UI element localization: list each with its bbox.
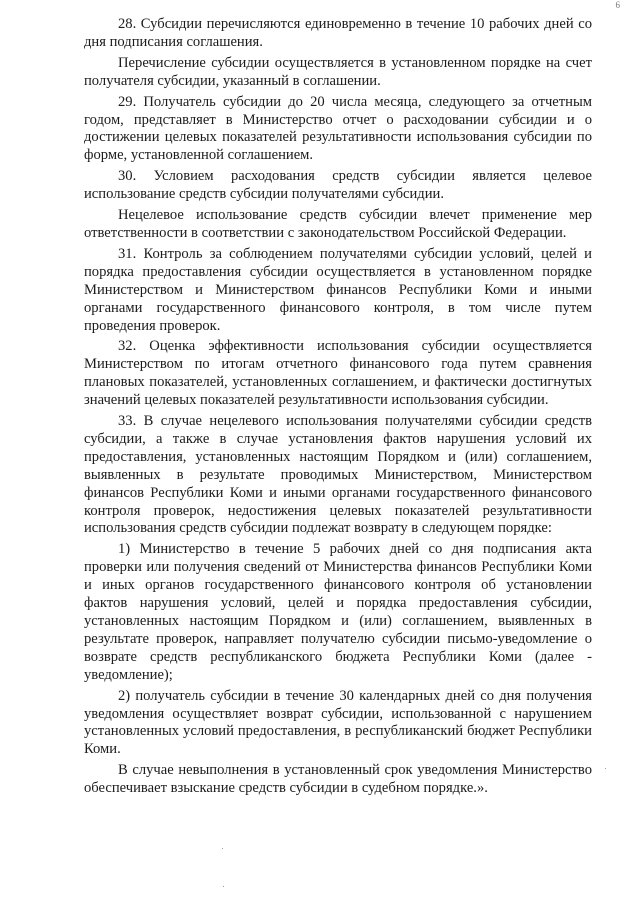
paragraph-33-item-1: 1) Министерство в течение 5 рабочих дней со дня подписания акта проверки или получения сведений от Министерства финансов Республики Коми и иных органов государственного финансового контроля об установлении фактов нарушения условий, целей и порядка предоставления субсидии, установленных настоящим Порядком и (или) соглашением, выявленных в результате проверок, направляет получателю субсидии письмо-уведомление о возврате средств республиканского бюджета Республики Коми (далее - уведомление);: [84, 541, 592, 683]
paragraph-33: 33. В случае нецелевого использования получателями субсидии средств субсидии, а также в случае установления фактов нарушения условий их предоставления, установленных настоящим Порядком и (или) соглашением, выявленных в результате проводимых Министерством, Министерством финансов Республики Коми и иными органами государственного финансового контроля проверок, недостижения целевых показателей результативности использования средств субсидии подлежат возврату в следующем порядке:: [84, 413, 592, 537]
page-mark: 6: [615, 0, 620, 10]
paragraph-30-misuse: Нецелевое использование средств субсидии влечет применение мер ответственности в соответствии с законодательством Российской Федерации.: [84, 207, 592, 241]
document-body: [84, 16, 592, 798]
paragraph-29: 29. Получатель субсидии до 20 числа месяца, следующего за отчетным годом, представляет в Министерство отчет о расходовании субсидии и о достижении целевых показателей результативности использования субсидии по форме, установленной соглашением.: [84, 93, 592, 164]
paragraph-28: 28. Субсидии перечисляются единовременно в течение 10 рабочих дней со дня подписания соглашения.: [84, 16, 592, 50]
scan-speck: [605, 768, 606, 769]
paragraph-33-enforcement: В случае невыполнения в установленный срок уведомления Министерство обеспечивает взыскание средств субсидии в судебном порядке.».: [84, 762, 592, 797]
paragraph-30: 30. Условием расходования средств субсидии является целевое использование средств субсидии получателями субсидии.: [84, 168, 592, 203]
paragraph-33-item-2: 2) получатель субсидии в течение 30 календарных дней со дня получения уведомления осуществляет возврат субсидии, использованной с нарушением установленных условий предоставления, в республиканский бюджет Республики Коми.: [84, 687, 592, 758]
paragraph-28-transfer: Перечисление субсидии осуществляется в установленном порядке на счет получателя субсидии, указанный в соглашении.: [84, 54, 592, 89]
paragraph-32: 32. Оценка эффективности использования субсидии осуществляется Министерством по итогам отчетного финансового года путем сравнения плановых показателей, установленных соглашением, и фактически достигнутых значений целевых показателей результативности использования субсидии.: [84, 338, 592, 409]
scan-speck: [223, 886, 224, 887]
paragraph-31: 31. Контроль за соблюдением получателями субсидии условий, целей и порядка предоставления субсидии осуществляется в установленном порядке Министерством и Министерством финансов Республики Коми и иными органами государственного финансового контроля, в том числе путем проведения проверок.: [84, 245, 592, 334]
scan-speck: [222, 848, 223, 849]
